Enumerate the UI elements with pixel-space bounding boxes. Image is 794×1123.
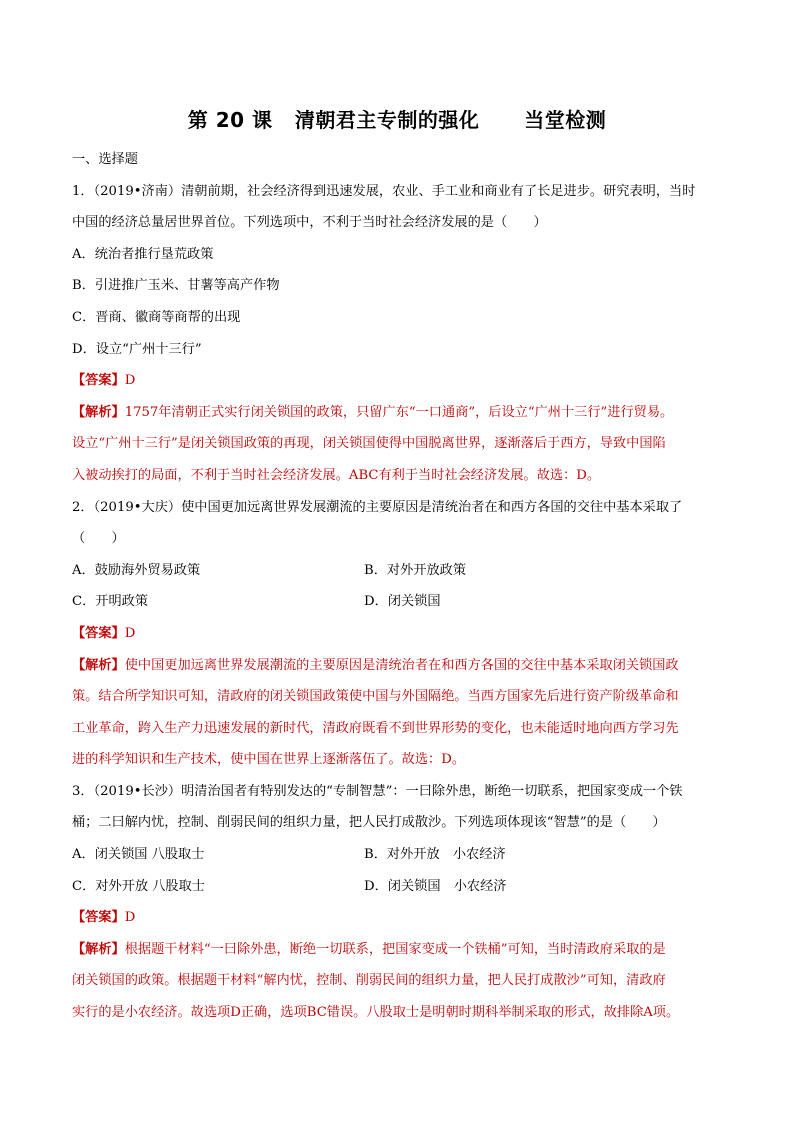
answer-value: D xyxy=(124,373,136,389)
analysis-tag: 【解析】 xyxy=(72,404,125,420)
question-3 xyxy=(72,776,727,1029)
option-row xyxy=(72,555,727,587)
answer-tag: 【答案】 xyxy=(72,373,125,389)
question-stem-line: 2．（2019•大庆）使中国更加远离世界发展潮流的主要原因是清统治者在和西方各国的交往中基本采取了 xyxy=(72,499,683,515)
analysis-line: 1757年清朝正式实行闭关锁国的政策，只留广东“一口通商”，后设立“广州十三行”进行贸易。 xyxy=(124,404,674,420)
question-stem-line: 1．（2019•济南）清朝前期，社会经济得到迅速发展，农业、手工业和商业有了长足进步。研究表明，当时 xyxy=(72,183,696,199)
analysis xyxy=(72,397,727,492)
analysis-line: 入被动挨打的局面，不利于当时社会经济发展。ABC有利于当时社会经济发展。故选：D。 xyxy=(72,467,601,483)
question-stem-line: 3．（2019•长沙）明清治国者有特别发达的“专制智慧”：一曰除外患，断绝一切联系，把国家变成一个铁 xyxy=(72,783,683,799)
option-a: A．鼓励海外贸易政策 xyxy=(72,562,201,578)
analysis xyxy=(72,650,727,776)
document-body xyxy=(72,144,727,1029)
option-d: D．闭关锁国 小农经济 xyxy=(364,878,507,894)
analysis-line: 实行的是小农经济。故选项D正确，选项BC错误。八股取士是明朝时期科举制采取的形式，故排除A项。 xyxy=(72,1005,680,1021)
question-stem-line: 中国的经济总量居世界首位。下列选项中，不利于当时社会经济发展的是（ ） xyxy=(72,215,547,231)
option-row xyxy=(72,839,727,871)
analysis-line: 进的科学知识和生产技术，使中国在世界上逐渐落伍了。故选：D。 xyxy=(72,752,466,768)
analysis-line: 设立“广州十三行”是闭关锁国政策的再现，闭关锁国使得中国脱离世界，逐渐落后于西方，导致中国陷 xyxy=(72,436,666,452)
answer-tag: 【答案】 xyxy=(72,625,125,641)
answer-line xyxy=(72,365,727,397)
section-heading: 一、选择题 xyxy=(72,152,138,167)
analysis-line: 工业革命，跨入生产力迅速发展的新时代，清政府既看不到世界形势的变化，也未能适时地向西方学习先 xyxy=(72,720,679,736)
analysis-line: 根据题干材料“一曰除外患，断绝一切联系，把国家变成一个铁桶”可知，当时清政府采取的是 xyxy=(124,941,666,957)
analysis-line: 策。结合所学知识可知，清政府的闭关锁国政策使中国与外国隔绝。当西方国家先后进行资产阶级革命和 xyxy=(72,689,679,705)
answer-value: D xyxy=(124,910,136,926)
option-c: C．晋商、徽商等商帮的出现 xyxy=(72,309,241,325)
option-a: A．统治者推行垦荒政策 xyxy=(72,246,214,262)
answer-value: D xyxy=(124,625,136,641)
option-d: D．设立“广州十三行” xyxy=(72,341,202,357)
option-b: B．对外开放 小农经济 xyxy=(364,847,506,863)
option-b: B．对外开放政策 xyxy=(364,562,467,578)
answer-line xyxy=(72,902,727,934)
option-row xyxy=(72,871,727,903)
option-b: B．引进推广玉米、甘薯等高产作物 xyxy=(72,278,280,294)
answer-line xyxy=(72,618,727,650)
answer-tag: 【答案】 xyxy=(72,910,125,926)
analysis xyxy=(72,934,727,1029)
analysis-line: 闭关锁国的政策。根据题干材料“解内忧，控制、削弱民间的组织力量，把人民打成散沙”可知，清政府 xyxy=(72,973,666,989)
analysis-tag: 【解析】 xyxy=(72,657,125,673)
analysis-line: 使中国更加远离世界发展潮流的主要原因是清统治者在和西方各国的交往中基本采取闭关锁国政 xyxy=(124,657,679,673)
analysis-tag: 【解析】 xyxy=(72,941,125,957)
option-a: A．闭关锁国 八股取士 xyxy=(72,847,205,863)
question-stem-line: 桶；二曰解内忧，控制、削弱民间的组织力量，把人民打成散沙。下列选项体现该“智慧”的是（ ） xyxy=(72,815,666,831)
option-c: C．开明政策 xyxy=(72,594,149,610)
question-1 xyxy=(72,176,727,492)
page-title: 第 20 课 清朝君主专制的强化 当堂检测 xyxy=(187,108,607,132)
question-2 xyxy=(72,492,727,776)
question-stem-line: （ ） xyxy=(72,531,125,547)
option-row xyxy=(72,586,727,618)
option-d: D．闭关锁国 xyxy=(364,594,441,610)
option-c: C．对外开放 八股取士 xyxy=(72,878,205,894)
